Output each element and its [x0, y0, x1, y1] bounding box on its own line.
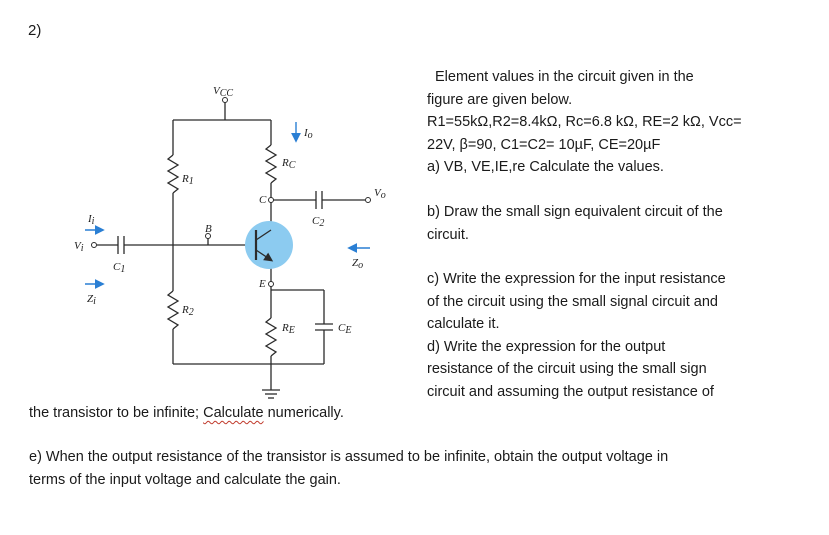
p3-line-6: circuit and assuming the output resistance of	[427, 383, 714, 400]
part-b-paragraph	[427, 201, 802, 246]
p1-line-1: Element values in the circuit given in the	[435, 69, 694, 85]
p1-line-5: a) VB, VE,IE,re Calculate the values.	[427, 159, 664, 175]
p4-line-1	[29, 402, 809, 425]
p5-line-1: e) When the output resistance of the transistor is assumed to be infinite, obtain the output voltage in	[29, 449, 669, 465]
ce-label: CE	[338, 322, 352, 336]
re-label: RE	[282, 322, 295, 336]
r1-label: R1	[182, 173, 194, 187]
part-e-paragraph	[29, 446, 809, 491]
question-number: 2)	[28, 22, 42, 39]
calculate-word: Calculate	[203, 405, 264, 421]
c2-label: C2	[312, 215, 325, 229]
io-label: Io	[304, 127, 313, 141]
circuit-diagram	[60, 70, 440, 410]
p1-line-2: figure are given below.	[427, 91, 573, 108]
p1-line-4: 22V, β=90, C1=C2= 10µF, CE=20µF	[427, 136, 661, 153]
part-c-d-paragraph	[427, 268, 807, 403]
e-terminal	[269, 282, 274, 287]
part-d-continuation	[29, 402, 809, 425]
e-label: E	[259, 278, 266, 290]
p4-post-text: numerically.	[263, 405, 344, 421]
r2-resistor	[168, 291, 178, 329]
zo-label: Zo	[352, 257, 364, 271]
ii-label: Ii	[88, 213, 95, 227]
p1-line-3: R1=55kΩ,R2=8.4kΩ, Rc=6.8 kΩ, RE=2 kΩ, Vcc=	[427, 114, 742, 130]
vi-label: Vi	[74, 240, 84, 254]
vcc-label: VCC	[213, 85, 234, 99]
p3-line-3: calculate it.	[427, 316, 500, 332]
vo-terminal	[366, 198, 371, 203]
p3-line-4: d) Write the expression for the output	[427, 338, 666, 355]
p3-line-2: of the circuit using the small signal circuit and	[427, 293, 718, 310]
b-label: B	[205, 223, 212, 235]
c1-label: C1	[113, 261, 126, 275]
given-values-paragraph	[427, 66, 802, 179]
p5-line-2: terms of the input voltage and calculate the gain.	[29, 471, 341, 488]
p4-pre-text: the transistor to be infinite;	[29, 405, 204, 421]
re-resistor	[266, 318, 276, 356]
p3-line-5: resistance of the circuit using the small sign	[427, 361, 707, 377]
r1-resistor	[168, 155, 178, 193]
rc-label: RC	[282, 157, 296, 171]
c-label: C	[259, 194, 267, 206]
p2-line-1: b) Draw the small sign equivalent circuit of the	[427, 204, 723, 220]
p2-line-2: circuit.	[427, 226, 469, 243]
rc-resistor	[266, 145, 276, 183]
vi-terminal	[92, 243, 97, 248]
r2-label: R2	[182, 304, 194, 318]
transistor-symbol	[245, 221, 293, 269]
c-terminal	[269, 198, 274, 203]
vo-label: Vo	[374, 187, 386, 201]
p3-line-1: c) Write the expression for the input resistance	[427, 271, 726, 287]
zi-label: Zi	[87, 293, 96, 307]
